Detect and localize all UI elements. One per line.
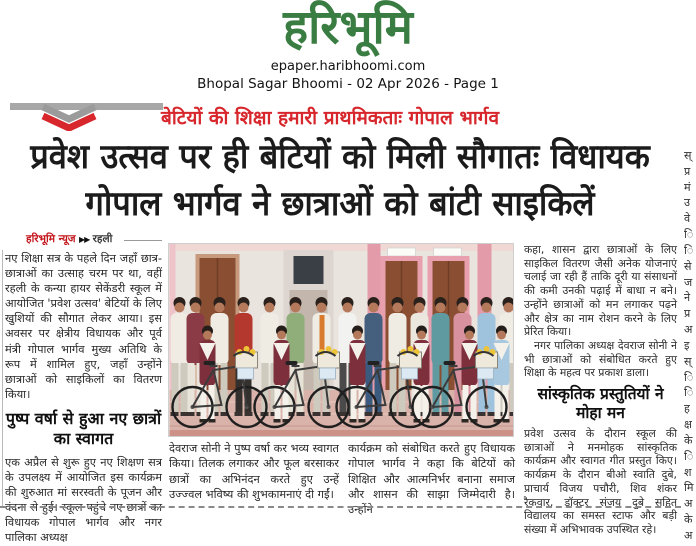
article-column-4 [524, 243, 677, 537]
byline-rule [124, 240, 162, 241]
paragraph: नगर पालिका अध्यक्ष देवराज सोनी ने भी छात्राओं को संबोधित करते हुए शिक्षा के महत्व पर प्रकाश डाला। [524, 338, 677, 380]
subhead-pushp-varsha: पुष्प वर्षा से हुआ नए छात्रों का स्वागत [5, 408, 162, 448]
byline-place: रहली [92, 233, 113, 245]
article-column-1 [5, 251, 162, 546]
article-column-2: देवराज सोनी ने पुष्प वर्षा कर भव्य स्वागत किया। तिलक लगाकर और फूल बरसाकर छात्रों का अभिनंदन करते हुए उन्हें उज्ज्वल भविष्य की शुभकामनाएं दी गईं। [169, 442, 339, 501]
headline-line-2: गोपाल भार्गव ने छात्राओं को बांटी साइकिलें [85, 184, 595, 224]
paragraph: प्रवेश उत्सव के दौरान स्कूल की छात्राओं ने मनमोहक सांस्कृतिक कार्यक्रम और स्वागत गीत प्रस्तुत किए। कार्यक्रम के दौरान बीओ स्वाति दुबे, प्राचार्य विजय पचौरी, शिव शंकर रैकवार, डॉक्टर संजय दुबे सहित विद्यालय का समस्त स्टाफ और बड़ी संख्या में अभिभावक उपस्थित रहे। [524, 427, 677, 536]
paragraph: नए शिक्षा सत्र के पहले दिन जहाँ छात्र-छात्राओं का उत्साह चरम पर था, वहीं रहली के कन्या हायर सेकेंडरी स्कूल में आयोजित 'प्रवेश उत्सव' बेटियों के लिए खुशियों की सौगात लेकर आया। इस अवसर पर क्षेत्रीय विधायक और पूर्व मंत्री गोपाल भार्गव मुख्य अतिथि के रूप में शामिल हुए, जहाँ उन्होंने छात्राओं को साइकिलों का वितरण किया। [5, 252, 162, 401]
paragraph: एक अप्रैल से शुरू हुए नए शिक्षण सत्र के उपलक्ष्य में आयोजित इस कार्यक्रम की शुरुआत मां सरस्वती के पूजन और वंदना से हुई। स्कूल पहुंचे नए छात्रों का विधायक गोपाल भार्गव और नगर पालिका अध्यक्ष [5, 455, 162, 545]
article-headline [0, 134, 680, 228]
epaper-url: epaper.haribhoomi.com [270, 59, 426, 74]
article-photo [168, 243, 514, 437]
article-column-3: कार्यक्रम को संबोधित करते हुए विधायक गोपाल भार्गव ने कहा कि बेटियों को शिक्षित और आत्मनिर्भर बनाना समाज और शासन की साझा जिम्मेदारी है। उन्होंने [348, 442, 515, 517]
kicker-strapline: बेटियों की शिक्षा हमारी प्राथमिकताः गोपाल भार्गव [160, 107, 500, 129]
left-column-rule [2, 250, 3, 507]
headline-line-1: प्रवेश उत्सव पर ही बेटियों को मिली सौगातः विधायक [30, 137, 650, 177]
subhead-sanskritik: सांस्कृतिक प्रस्तुतियों ने मोहा मन [537, 385, 664, 423]
byline-agency: हरिभूमि न्यूज [26, 233, 76, 245]
clipping-bottom-divider [0, 506, 681, 508]
paragraph: कहा, शासन द्वारा छात्राओं के लिए साइकिल वितरण जैसी अनेक योजनाएं चलाई जा रही हैं ताकि दूरी या संसाधनों की कमी उनकी पढ़ाई में बाधा न बने। उन्होंने छात्राओं को मन लगाकर पढ़ने और क्षेत्र का नाम रोशन करने के लिए प्रेरित किया। [524, 243, 677, 339]
byline-arrows-icon: ▶▶ [78, 235, 90, 244]
photo-illustration [169, 244, 514, 437]
edition-date-page: Bhopal Sagar Bhoomi - 02 Apr 2026 - Page 1 [197, 76, 499, 92]
masthead-logo: हरिभूमि [283, 0, 413, 55]
cutoff-adjacent-column: स् प्र मं उ वे ि ि से ज ने प्र अ इ स् ि ि ह क्ष के ि श मि अ के अ [684, 150, 694, 542]
double-chevron-down-icon [36, 103, 102, 131]
